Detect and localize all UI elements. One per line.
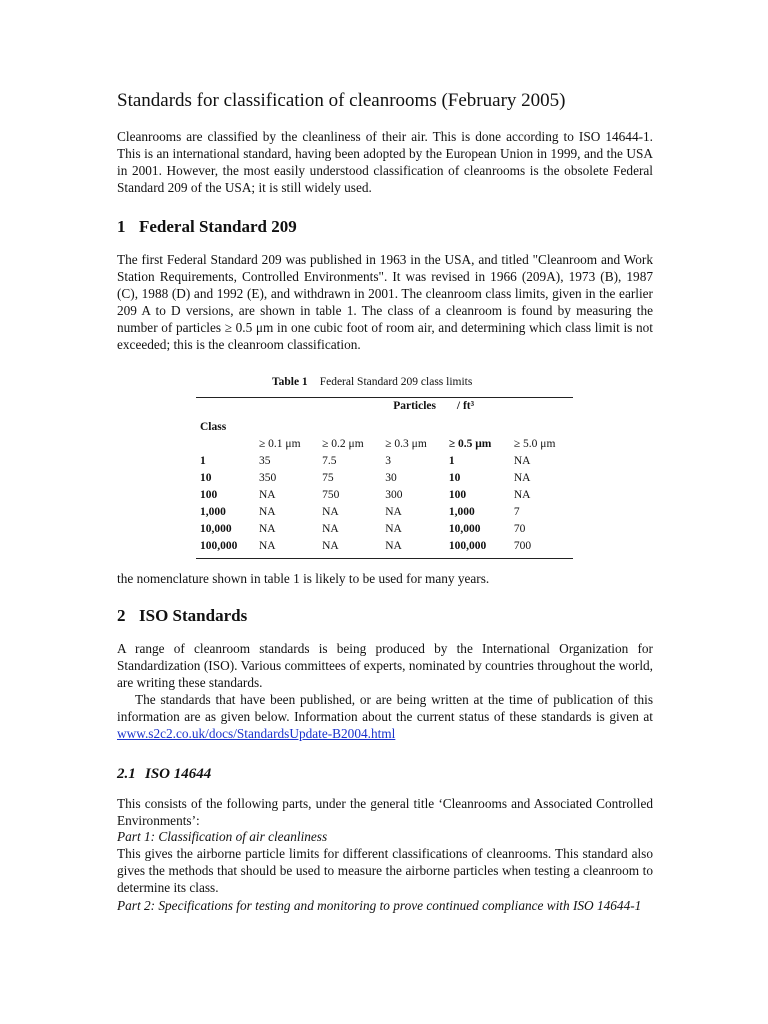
table-row (196, 470, 573, 487)
table-cell: 1,000 (448, 506, 475, 518)
class-header: Class (200, 421, 227, 433)
section-2-paragraph-2 (117, 691, 653, 742)
class-header-row (196, 415, 573, 436)
table-cell: NA (322, 506, 339, 518)
part-2-label: Part 2: Specifications for testing and monitoring to prove continued compliance with ISO 14644-1 (117, 898, 642, 913)
column-header-row (196, 436, 573, 453)
table-cell: NA (513, 472, 531, 484)
table-cell: 75 (322, 472, 334, 484)
section-2-1-heading (117, 764, 211, 784)
section-2-paragraph-1: A range of cleanroom standards is being produced by the International Organization for Standardization (ISO). Various committees of experts, nominated by countries throughout the world, are writing these standards. (117, 641, 653, 690)
table-cell: 30 (385, 472, 397, 484)
column-header: ≥ 0.1 μm (259, 438, 301, 450)
table-1-caption-text: Federal Standard 209 class limits (319, 376, 473, 388)
part-1-text: This gives the airborne particle limits for different classifications of cleanrooms. This standard also gives the methods that should be used to measure the airborne particles when testing a cleanroom to determine its class. (117, 846, 653, 895)
part-1-label: Part 1: Classification of air cleanliness (117, 829, 328, 844)
table-cell: 7 (513, 506, 520, 518)
table-cell: 1 (448, 455, 455, 467)
column-header: ≥ 0.2 μm (322, 438, 364, 450)
section-2-title: ISO Standards (139, 606, 248, 625)
table-1-caption (272, 375, 472, 389)
table-cell: 10 (448, 472, 461, 484)
table-header-row (196, 398, 573, 416)
table-cell: 300 (385, 489, 403, 501)
section-1-title: Federal Standard 209 (139, 217, 297, 236)
section-2-1-title: ISO 14644 (145, 766, 212, 782)
column-header: ≥ 5.0 μm (513, 438, 556, 450)
section-2-1-number: 2.1 (117, 766, 136, 782)
unit-header: / ft³ (456, 400, 475, 412)
intro-paragraph: Cleanrooms are classified by the cleanliness of their air. This is done according to ISO 14644-1. This is an international standard, having been adopted by the European Union in 1999, and the USA in 2001. However, the most easily understood classification of cleanrooms is the obsolete Federal Standard 209 of the USA; it is still widely used. (117, 129, 653, 195)
table-cell: NA (259, 523, 276, 535)
table-cell: 100 (448, 489, 467, 501)
table-row (196, 487, 573, 504)
column-header: ≥ 0.5 μm (448, 438, 492, 450)
class-cell: 100 (200, 489, 218, 501)
table-cell: 7.5 (322, 455, 337, 467)
class-cell: 1 (200, 455, 206, 467)
table-1 (196, 397, 573, 559)
document-title: Standards for classification of cleanrooms (February 2005) (117, 90, 566, 111)
table-cell: NA (385, 540, 402, 552)
table-cell: NA (259, 506, 276, 518)
class-cell: 100,000 (200, 540, 238, 552)
section-1-heading (117, 216, 297, 238)
table-cell: NA (259, 540, 276, 552)
section-2-1-paragraph: This consists of the following parts, under the general title ‘Cleanrooms and Associated Controlled Environments’: (117, 796, 653, 828)
section-2-number: 2 (117, 606, 126, 625)
table-cell: 100,000 (448, 540, 487, 552)
table-cell: 700 (513, 540, 532, 552)
section-1-number: 1 (117, 217, 126, 236)
particles-header: Particles / ft³ (393, 400, 475, 412)
section-1-paragraph: The first Federal Standard 209 was published in 1963 in the USA, and titled "Cleanroom and Work Station Requirements, Controlled Environments". It was revised in 1966 (209A), 1973 (B), 1987 (C), 1988 (D) and 1992 (E), and withdrawn in 2001. The cleanroom class limits, given in the earlier 209 A to D versions, are shown in table 1. The class of a cleanroom is found by measuring the number of particles ≥ 0.5 μm in one cubic foot of room air, and determining which class limit is not exceeded; this is the cleanroom classification. (117, 252, 653, 352)
table-cell: 3 (385, 455, 391, 467)
class-cell: 10 (200, 472, 212, 484)
section-2-paragraph-2-text: The standards that have been published, or are being written at the time of publication of this information are as given below. Information about the current status of these standards is given at (117, 692, 653, 724)
table-1-label: Table 1 (272, 376, 308, 388)
class-cell: 1,000 (200, 506, 226, 518)
standards-update-link[interactable]: www.s2c2.co.uk/docs/StandardsUpdate-B2004.html (117, 726, 396, 741)
table-cell: NA (322, 523, 339, 535)
table-row (196, 453, 573, 470)
table-cell: NA (513, 489, 531, 501)
table-cell: 10,000 (448, 523, 481, 535)
table-cell: 750 (322, 489, 340, 501)
table-row (196, 521, 573, 538)
table-cell: NA (259, 489, 276, 501)
section-2-heading (117, 605, 247, 627)
table-row (196, 538, 573, 559)
table-row (196, 504, 573, 521)
table-cell: NA (322, 540, 339, 552)
table-cell: NA (513, 455, 531, 467)
class-cell: 10,000 (200, 523, 232, 535)
table-cell: 350 (259, 472, 277, 484)
table-cell: 35 (259, 455, 271, 467)
after-table-paragraph: the nomenclature shown in table 1 is likely to be used for many years. (117, 571, 490, 586)
table-cell: NA (385, 506, 402, 518)
table-cell: 70 (513, 523, 526, 535)
column-header: ≥ 0.3 μm (385, 438, 427, 450)
table-cell: NA (385, 523, 402, 535)
